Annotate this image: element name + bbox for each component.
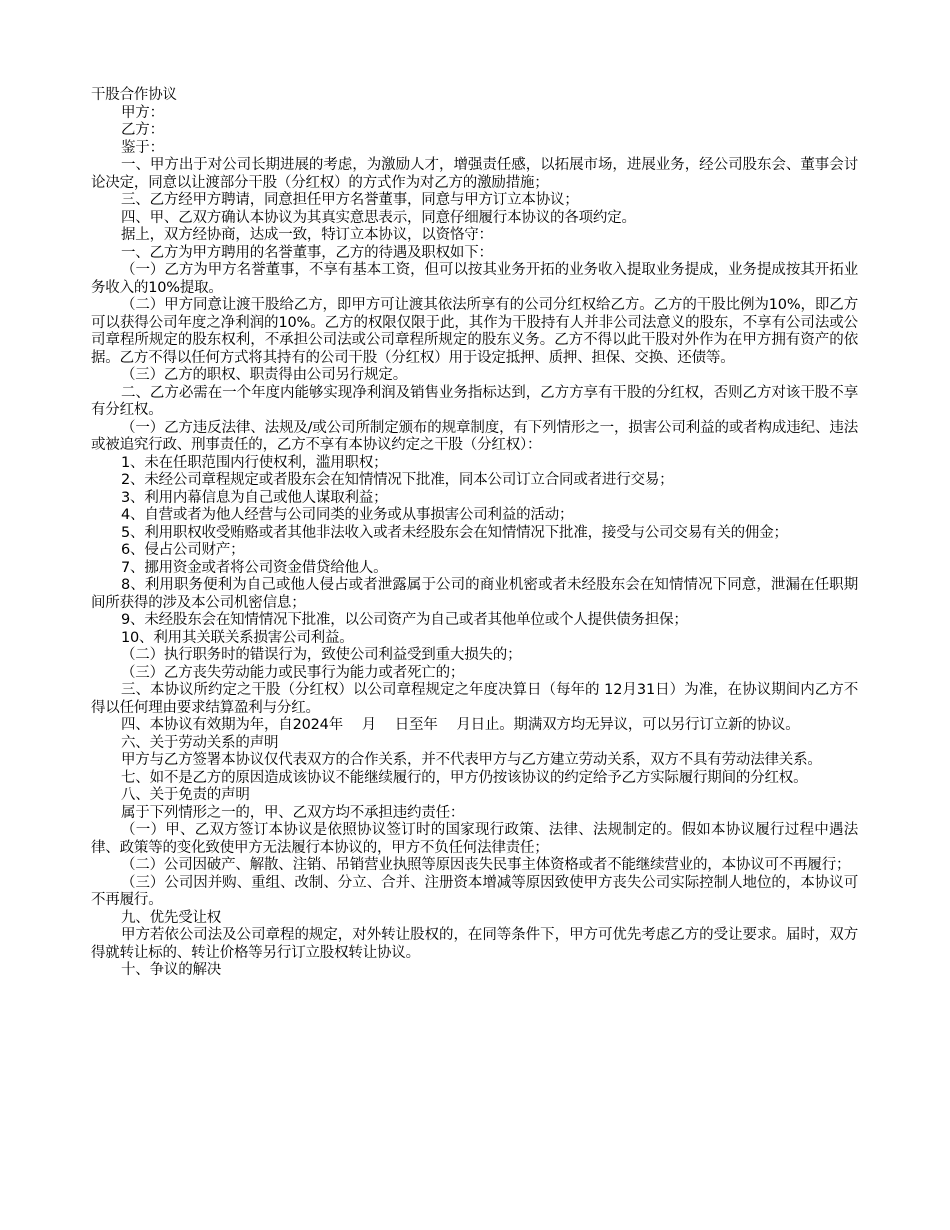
paragraph: 八、关于免责的声明 — [121, 787, 250, 803]
paragraph: 1、未在任职范围内行使权利，滥用职权； — [121, 454, 388, 471]
paragraph: 四、本协议有效期为年，自2024年 月 日至年 月日止。期满双方均无异议，可以另行订立新的协议。 — [121, 717, 800, 733]
paragraph: （二）执行职务时的错误行为，致使公司利益受到重大损失的； — [121, 647, 522, 663]
document-title: 干股合作协议 — [91, 87, 177, 103]
paragraph: 三、本协议所约定之干股（分红权）以公司章程规定之年度决算日（每年的 12月31日）为准，在协议期间内乙方不得以任何理由要求结算盈利与分红。 — [91, 682, 858, 716]
paragraph: 4、自营或者为他人经营与公司同类的业务或从事损害公司利益的活动； — [121, 507, 574, 523]
paragraph: 5、利用职权收受贿赂或者其他非法收入或者未经股东会在知情情况下批准，接受与公司交易有关的佣金； — [121, 524, 788, 541]
paragraph: 7、挪用资金或者将公司资金借贷给他人。 — [121, 559, 388, 576]
paragraph: 据上，双方经协商，达成一致，特订立本协议，以资恪守： — [121, 227, 493, 243]
document-page — [91, 87, 858, 980]
paragraph: 九、优先受让权 — [121, 909, 222, 926]
paragraph: （一）甲、乙双方签订本协议是依照协议签订时的国家现行政策、法律、法规制定的。假如本协议履行过程中遇法律、政策等的变化致使甲方无法履行本协议的，甲方不负任何法律责任； — [91, 822, 858, 856]
paragraph: （三）乙方的职权、职责得由公司另行规定。 — [121, 367, 407, 383]
paragraph: 一、乙方为甲方聘用的名誉董事，乙方的待遇及职权如下： — [121, 244, 493, 261]
paragraph: 甲方与乙方签署本协议仅代表双方的合作关系，并不代表甲方与乙方建立劳动关系，双方不具有劳动法律关系。 — [121, 752, 822, 768]
paragraph: 6、侵占公司财产； — [121, 542, 245, 558]
paragraph: 2、未经公司章程规定或者股东会在知情情况下批准，同本公司订立合同或者进行交易； — [121, 472, 674, 488]
paragraph: （二）甲方同意让渡干股给乙方，即甲方可让渡其依法所享有的公司分红权给乙方。乙方的干股比例为10%，即乙方可以获得公司年度之净利润的10%。乙方的权限仅限于此，其作为干股持有人并非公司法意义的股东，不享有公司法或公司章程所规定的股东权利，不承担公司法或公司章程所规定的股东义务。乙方不得以此干股对外作为在甲方拥有资产的依据。乙方不得以任何方式将其持有的公司干股（分红权）用于设定抵押、质押、担保、交换、还债等。 — [91, 297, 858, 366]
paragraph: 七、如不是乙方的原因造成该协议不能继续履行的，甲方仍按该协议的约定给予乙方实际履行期间的分红权。 — [121, 769, 808, 786]
paragraph: 属于下列情形之一的，甲、乙双方均不承担违约责任： — [121, 804, 465, 821]
document-body — [91, 105, 858, 980]
paragraph: （三）乙方丧失劳动能力或民事行为能力或者死亡的； — [121, 664, 465, 681]
paragraph: 一、甲方出于对公司长期进展的考虑，为激励人才，增强责任感，以拓展市场，进展业务，经公司股东会、董事会讨论决定，同意以让渡部分干股（分红权）的方式作为对乙方的激励措施； — [91, 157, 858, 191]
paragraph: （一）乙方违反法律、法规及/或公司所制定颁布的规章制度，有下列情形之一，损害公司利益的或者构成违纪、违法或被追究行政、刑事责任的，乙方不享有本协议约定之干股（分红权）： — [91, 419, 858, 453]
paragraph: 9、未经股东会在知情情况下批准，以公司资产为自己或者其他单位或个人提供债务担保； — [121, 612, 688, 628]
paragraph: （一）乙方为甲方名誉董事，不享有基本工资，但可以按其业务开拓的业务收入提取业务提成，业务提成按其开拓业务收入的10%提取。 — [91, 262, 858, 296]
paragraph: 10、利用其关联关系损害公司利益。 — [121, 629, 354, 646]
paragraph: 三、乙方经甲方聘请，同意担任甲方名誉董事，同意与甲方订立本协议； — [121, 192, 579, 208]
paragraph: 鉴于： — [121, 139, 164, 156]
paragraph: 乙方： — [121, 122, 164, 138]
paragraph: 四、甲、乙双方确认本协议为其真实意思表示，同意仔细履行本协议的各项约定。 — [121, 209, 636, 226]
paragraph: （二）公司因破产、解散、注销、吊销营业执照等原因丧失民事主体资格或者不能继续营业的，本协议可不再履行； — [121, 857, 851, 873]
paragraph: 二、乙方必需在一个年度内能够实现净利润及销售业务指标达到，乙方方享有干股的分红权，否则乙方对该干股不享有分红权。 — [91, 384, 858, 418]
paragraph: 3、利用内幕信息为自己或他人谋取利益； — [121, 489, 388, 506]
paragraph: 甲方若依公司法及公司章程的规定，对外转让股权的，在同等条件下，甲方可优先考虑乙方的受让要求。届时，双方得就转让标的、转让价格等另行订立股权转让协议。 — [91, 927, 858, 961]
paragraph: 甲方： — [121, 104, 164, 121]
paragraph: 六、关于劳动关系的声明 — [121, 734, 279, 751]
paragraph: 8、利用职务便利为自己或他人侵占或者泄露属于公司的商业机密或者未经股东会在知情情况下同意，泄漏在任职期间所获得的涉及本公司机密信息； — [91, 577, 858, 611]
paragraph: （三）公司因并购、重组、改制、分立、合并、注册资本增减等原因致使甲方丧失公司实际控制人地位的，本协议可不再履行。 — [91, 874, 858, 908]
paragraph: 十、争议的解决 — [121, 962, 222, 978]
